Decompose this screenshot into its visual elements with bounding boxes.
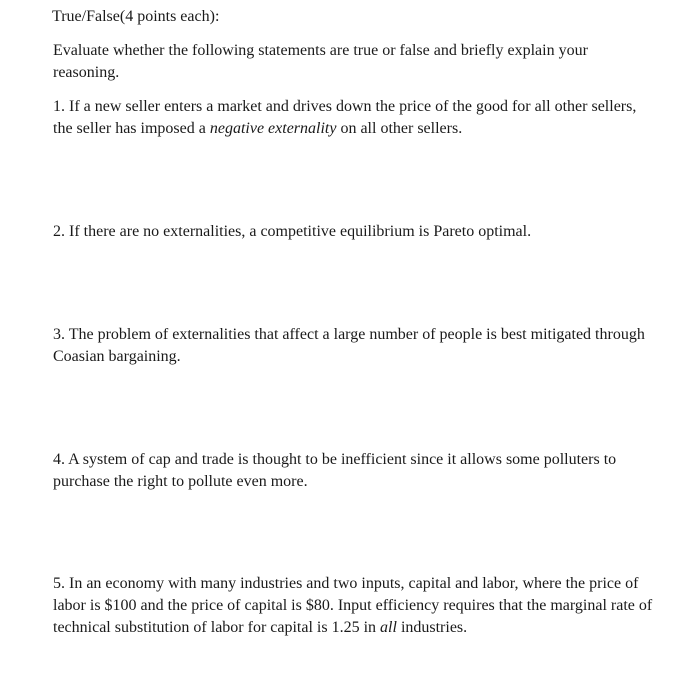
question-1-text: 1. If a new seller enters a market and drives down the price of the good for all other sellers, the seller has imposed a <box>53 98 637 137</box>
question-5-text-end: industries. <box>396 619 468 636</box>
question-1-emphasis: negative externality <box>209 120 337 137</box>
question-5-text: 5. In an economy with many industries and two inputs, capital and labor, where the price of labor is $100 and the price of capital is $80. Input efficiency requires that the marginal rate of technical substitution of labor for capital is 1.25 in <box>53 575 653 636</box>
question-1 <box>53 96 653 140</box>
question-5 <box>53 573 663 639</box>
question-3: 3. The problem of externalities that affect a large number of people is best mitigated through Coasian bargaining. <box>53 326 645 365</box>
instructions-paragraph: Evaluate whether the following statements are true or false and briefly explain your reasoning. <box>53 42 588 81</box>
question-5-emphasis: all <box>380 619 397 636</box>
question-4: 4. A system of cap and trade is thought to be inefficient since it allows some polluters to purchase the right to pollute even more. <box>53 451 617 490</box>
section-heading: True/False(4 points each): <box>52 8 220 25</box>
question-2: 2. If there are no externalities, a competitive equilibrium is Pareto optimal. <box>53 223 532 240</box>
question-1-text-end: on all other sellers. <box>336 120 463 137</box>
